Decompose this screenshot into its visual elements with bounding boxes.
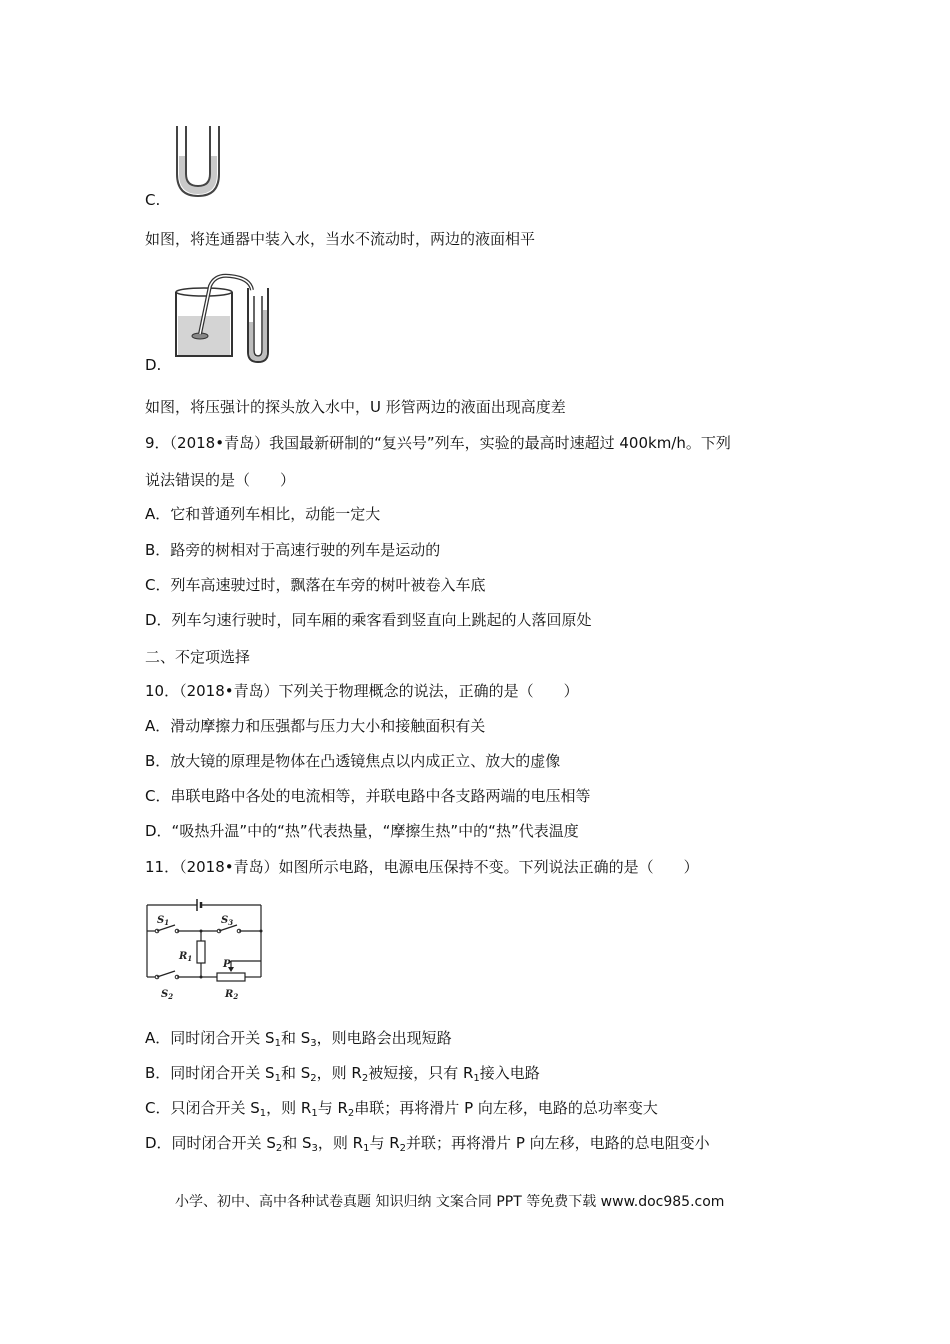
q11-option-d: D．同时闭合开关 $S_2$和 $S_3$，则 $R_1$与 $R_2$并联；再将滑片 P 向左移，电路的总电阻变小 [145,1134,710,1154]
q10-option-b: B．放大镜的原理是物体在凸透镜焦点以内成正立、放大的虚像 [145,752,561,770]
circuit-label-s1: $S_1$ [157,915,170,927]
q11-option-b: B．同时闭合开关 $S_1$和 $S_2$，则 $R_2$被短接，只有 $R_1$接入电路 [145,1064,540,1084]
q10-option-c: C．串联电路中各处的电流相等，并联电路中各支路两端的电压相等 [145,787,591,805]
page-footer: 小学、初中、高中各种试卷真题 知识归纳 文案合同 PPT 等免费下载 www.doc985.com [175,1194,725,1210]
circuit-label-r2: $R_2$ [225,989,239,1001]
q9-option-b: B．路旁的树相对于高速行驶的列车是运动的 [145,541,441,559]
q9-option-d: D．列车匀速行驶时，同车厢的乘客看到竖直向上跳起的人落回原处 [145,611,592,629]
circuit-label-p: P [223,959,231,970]
q9-option-c: C．列车高速驶过时，飘落在车旁的树叶被卷入车底 [145,576,486,594]
q10-option-a: A．滑动摩擦力和压强都与压力大小和接触面积有关 [145,717,486,735]
q10-stem: 10．（2018•青岛）下列关于物理概念的说法，正确的是（ ） [145,682,579,700]
pressure-gauge-figure [170,270,282,366]
q11-option-c: C．只闭合开关 $S_1$，则 $R_1$与 $R_2$串联；再将滑片 P 向左移，电路的总功率变大 [145,1099,658,1119]
q11-option-a: A．同时闭合开关 $S_1$和 $S_3$，则电路会出现短路 [145,1029,452,1049]
q8-option-d-desc: 如图，将压强计的探头放入水中，U 形管两边的液面出现高度差 [145,398,566,416]
u-tube-figure [170,124,226,200]
q10-option-d: D．“吸热升温”中的“热”代表热量，“摩擦生热”中的“热”代表温度 [145,822,579,840]
circuit-label-s3: $S_3$ [221,915,234,927]
q9-stem-line1: 9．（2018•青岛）我国最新研制的“复兴号”列车，实验的最高时速超过 400km/h。下列 [145,434,731,452]
q11-stem: 11．（2018•青岛）如图所示电路，电源电压保持不变。下列说法正确的是（ ） [145,858,699,876]
circuit-label-r1: $R_1$ [179,951,193,963]
section-heading: 二、不定项选择 [145,648,251,666]
q8-option-c-desc: 如图，将连通器中装入水，当水不流动时，两边的液面相平 [145,230,536,248]
circuit-label-s2: $S_2$ [161,989,174,1001]
q9-stem-line2: 说法错误的是（ ） [145,471,296,489]
q8-option-d-label: D. [145,356,162,374]
q8-option-c-label: C. [145,191,161,209]
circuit-diagram [143,895,273,1003]
q9-option-a: A．它和普通列车相比，动能一定大 [145,505,381,523]
